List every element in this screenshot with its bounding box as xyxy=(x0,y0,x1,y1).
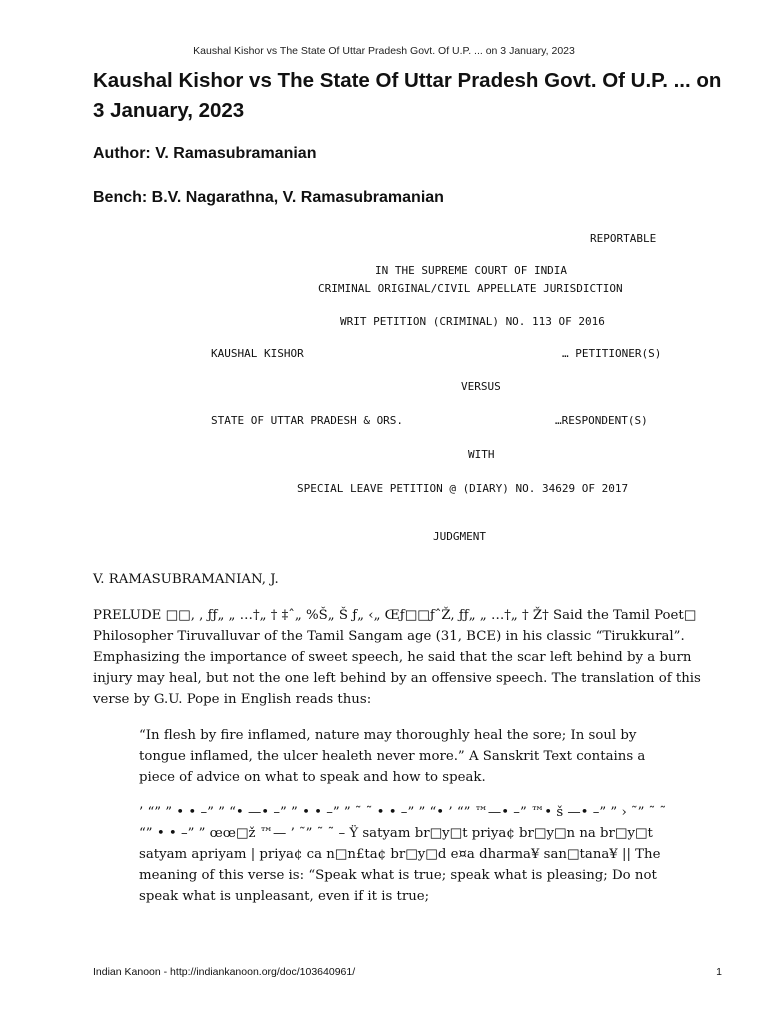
caption-court: IN THE SUPREME COURT OF INDIA xyxy=(375,264,568,277)
caption-jurisdiction: CRIMINAL ORIGINAL/CIVIL APPELLATE JURISDICTION xyxy=(318,282,623,295)
judge-name: V. RAMASUBRAMANIAN, J. xyxy=(93,572,279,587)
caption-slp: SPECIAL LEAVE PETITION @ (DIARY) NO. 34629 OF 2017 xyxy=(297,482,629,495)
block-quote-translation: “In flesh by fire inflamed, nature may thoroughly heal the sore; In soul by tongue inflamed, the ulcer healeth never more.” A Sanskrit Text contains a piece of advice on what to speak and how to speak. xyxy=(139,728,646,785)
block-quote-sanskrit: ’ “” ” • • –” ” “• —• –” ” • • –” ” ˜ ˜ • • –” ” “• ’ “” ™—• –” ™• š —• –” ” › ˜” ˜ ˜ “” • • –” ” œœ□ž ™— ’ ˜” ˜ ˜ – Ÿ satyam br□y□t priya¢ br□y□n na br□y□t satyam apriyam | priya¢ ca n□n£ta¢ br□y□d e¤a dharma¥ san□tana¥ || The meaning of this verse is: “Speak what is true; speak what is pleasing; Do not speak what is unpleasant, even if it is true; xyxy=(139,805,667,904)
document-bench: Bench: B.V. Nagarathna, V. Ramasubramanian xyxy=(93,189,444,206)
caption-respondent-name: STATE OF UTTAR PRADESH & ORS. xyxy=(211,414,404,427)
caption-with: WITH xyxy=(468,448,495,461)
prelude-paragraph: PRELUDE □□, , ƒƒ„ „ …†„ † ‡ˆ„ %Š„ Š ƒ„ ‹„ Œƒ□□ƒˆŽ, ƒƒ„ „ …†„ † Ž† Said the Tamil Poet□ Philosopher Tiruvalluvar of the Tamil Sangam age (31, BCE) in his classic “Tirukkural”. Emphasizing the importance of sweet speech, he said that the scar left behind by a burn injury may heal, but not the one left behind by an offensive speech. The translation of this verse by G.U. Pope in English reads thus: xyxy=(93,608,701,707)
footer-page-number: 1 xyxy=(716,966,722,978)
caption-judgment: JUDGMENT xyxy=(433,530,486,543)
caption-petitioner-role: … PETITIONER(S) xyxy=(562,347,662,360)
running-header: Kaushal Kishor vs The State Of Uttar Pradesh Govt. Of U.P. ... on 3 January, 2023 xyxy=(193,45,575,57)
caption-versus: VERSUS xyxy=(461,380,501,393)
caption-reportable: REPORTABLE xyxy=(590,232,657,245)
footer-source-link[interactable]: Indian Kanoon - http://indiankanoon.org/doc/103640961/ xyxy=(93,966,356,978)
document-title: Kaushal Kishor vs The State Of Uttar Pradesh Govt. Of U.P. ... on 3 January, 2023 xyxy=(93,69,722,122)
caption-petitioner-name: KAUSHAL KISHOR xyxy=(211,347,304,360)
caption-respondent-role: …RESPONDENT(S) xyxy=(555,414,648,427)
caption-writ-petition: WRIT PETITION (CRIMINAL) NO. 113 OF 2016 xyxy=(340,315,605,328)
document-author: Author: V. Ramasubramanian xyxy=(93,145,317,162)
